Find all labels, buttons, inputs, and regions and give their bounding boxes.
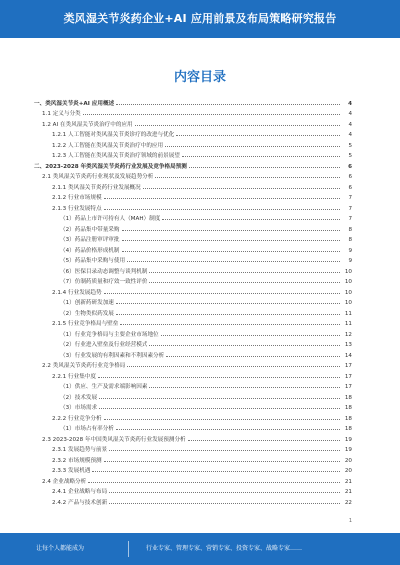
toc-entry[interactable]: [34, 411, 352, 422]
toc-entry-page: 17: [344, 384, 352, 390]
toc-leader-dots: [162, 219, 340, 220]
toc-entry-label: 1.2 AI 在类风湿关节炎治疗中的应用: [42, 121, 133, 128]
toc-entry-label: 2.1.5 行业竞争格局与壁垒: [52, 321, 119, 327]
toc-leader-dots: [188, 440, 340, 441]
toc-entry-label: 2.2 类风湿关节炎药行业竞争格局: [42, 363, 126, 369]
toc-leader-dots: [155, 177, 340, 178]
toc-entry-label: 2.4.2 产品与技术创新: [52, 499, 108, 506]
toc-entry-page: 17: [344, 373, 352, 380]
toc-entry[interactable]: [34, 474, 352, 485]
toc-entry-label: （1）创新药研发加速: [60, 300, 114, 306]
toc-entry[interactable]: [34, 117, 352, 128]
toc-entry[interactable]: [34, 380, 352, 391]
table-of-contents: [34, 96, 352, 506]
toc-entry-label: 2.1 类风湿关节炎药行业现状及发展趋势分析: [42, 174, 154, 180]
toc-entry[interactable]: [34, 254, 352, 265]
toc-entry[interactable]: [34, 191, 352, 202]
toc-entry[interactable]: [34, 201, 352, 212]
toc-entry-label: 2.3.2 市场规模预测: [52, 457, 102, 464]
toc-leader-dots: [122, 230, 341, 231]
toc-entry-label: 2.3.3 发展机遇: [52, 468, 91, 474]
toc-entry-page: 9: [348, 247, 352, 254]
toc-entry[interactable]: [34, 348, 352, 359]
toc-leader-dots: [149, 345, 340, 346]
toc-entry[interactable]: [34, 327, 352, 338]
toc-entry-label: （2）药品集中带量采购: [60, 226, 120, 233]
toc-leader-dots: [149, 272, 340, 273]
toc-leader-dots: [109, 450, 340, 451]
page-number: 1: [348, 518, 352, 524]
toc-entry-label: （6）医保目录动态调整与谈判机制: [60, 268, 148, 275]
toc-entry[interactable]: [34, 296, 352, 307]
toc-leader-dots: [122, 251, 341, 252]
toc-leader-dots: [149, 282, 340, 283]
toc-leader-dots: [104, 419, 340, 420]
toc-leader-dots: [176, 135, 340, 136]
toc-entry-label: （4）药品价格形成机制: [60, 247, 120, 254]
toc-entry[interactable]: [34, 107, 352, 118]
toc-leader-dots: [161, 335, 340, 336]
toc-entry-page: 13: [344, 342, 352, 348]
toc-entry[interactable]: [34, 401, 352, 412]
footer-roles: 行业专家、管理专家、营销专家、投资专家、战略专家……: [146, 545, 303, 552]
toc-entry-page: 7: [348, 195, 352, 201]
toc-leader-dots: [104, 209, 340, 210]
toc-entry-page: 19: [344, 436, 352, 443]
toc-entry[interactable]: [34, 285, 352, 296]
toc-leader-dots: [98, 377, 340, 378]
toc-entry-page: 18: [344, 415, 352, 422]
toc-leader-dots: [116, 104, 340, 105]
toc-entry-page: 22: [344, 499, 352, 506]
toc-leader-dots: [166, 356, 340, 357]
toc-leader-dots: [182, 156, 340, 157]
toc-leader-dots: [99, 408, 340, 409]
toc-leader-dots: [116, 303, 340, 304]
toc-entry[interactable]: [34, 306, 352, 317]
toc-leader-dots: [127, 366, 340, 367]
toc-entry-label: 1.2.1 人工智能对类风湿关节炎诊疗的改进与优化: [52, 132, 175, 138]
toc-entry-label: （1）药品上市许可持有人（MAH）制度: [60, 216, 161, 222]
toc-entry[interactable]: [34, 443, 352, 454]
toc-leader-dots: [116, 429, 340, 430]
toc-entry-label: （1）供应、生产及需求端影响因素: [60, 384, 148, 390]
toc-entry-label: （7）仿制药质量和疗效一致性评价: [60, 279, 148, 285]
toc-entry[interactable]: [34, 359, 352, 370]
toc-entry[interactable]: [34, 222, 352, 233]
report-header: [0, 0, 400, 38]
toc-entry-label: 2.4 企业战略分析: [42, 478, 87, 485]
toc-entry-label: 2.4.1 企业战略与布局: [52, 489, 108, 495]
toc-entry-page: 17: [344, 363, 352, 369]
toc-entry-label: （1）市场占有率分析: [60, 426, 114, 432]
toc-entry[interactable]: [34, 453, 352, 464]
toc-entry[interactable]: [34, 338, 352, 349]
toc-leader-dots: [92, 471, 340, 472]
toc-entry-page: 4: [348, 132, 352, 138]
toc-entry-page: 4: [348, 100, 352, 107]
footer-bar: [0, 533, 400, 565]
toc-entry-page: 6: [348, 174, 352, 180]
toc-entry-label: 2.3 2023-2028 年中国类风湿关节炎药行业发展预测分析: [42, 436, 186, 443]
toc-entry-label: （2）行业进入壁垒及行业经营模式: [60, 342, 148, 348]
toc-entry-page: 21: [344, 478, 352, 485]
toc-entry[interactable]: [34, 432, 352, 443]
toc-entry-label: 1.2.3 人工智能在类风湿关节炎治疗领域的前景展望: [52, 153, 180, 159]
toc-entry-label: 2.1.4 行业发展趋势: [52, 289, 102, 296]
toc-leader-dots: [165, 146, 340, 147]
toc-entry[interactable]: [34, 159, 352, 170]
toc-entry-label: 2.1.3 行业发展特点: [52, 205, 102, 212]
toc-entry-label: （2）生物类似药发展: [60, 310, 114, 317]
toc-entry-label: （5）药品集中采购与使用: [60, 258, 126, 264]
toc-entry-page: 21: [344, 489, 352, 495]
toc-entry-label: 2.1.2 行业市场规模: [52, 195, 102, 201]
toc-entry-page: 9: [348, 258, 352, 264]
toc-entry[interactable]: [34, 149, 352, 160]
toc-leader-dots: [143, 188, 340, 189]
report-title: 类风湿关节炎药企业+AI 应用前景及布局策略研究报告: [63, 12, 337, 25]
toc-leader-dots: [88, 482, 340, 483]
toc-entry-label: （3）行业发展的有利因素和不利因素分析: [60, 352, 165, 359]
toc-entry-page: 6: [348, 163, 352, 170]
toc-entry-label: 2.2.2 行业竞争分析: [52, 415, 102, 422]
toc-entry[interactable]: [34, 138, 352, 149]
toc-entry-page: 4: [348, 111, 352, 117]
toc-entry-page: 10: [344, 279, 352, 285]
toc-leader-dots: [189, 167, 340, 168]
toc-entry-label: 1.2.2 人工智能在类风湿关节炎治疗中的应用: [52, 142, 164, 149]
toc-entry-page: 19: [344, 447, 352, 453]
toc-heading: 内容目录: [173, 70, 226, 85]
toc-entry-page: 14: [344, 352, 352, 359]
toc-entry[interactable]: [34, 390, 352, 401]
toc-entry[interactable]: [34, 212, 352, 223]
toc-entry[interactable]: [34, 317, 352, 328]
toc-entry[interactable]: [34, 128, 352, 139]
toc-entry-page: 11: [344, 321, 352, 327]
toc-entry-label: 一、类风湿关节炎+AI 应用概述: [34, 100, 115, 107]
toc-entry-page: 11: [344, 310, 352, 317]
toc-entry-page: 10: [344, 289, 352, 296]
toc-entry-page: 10: [344, 300, 352, 306]
toc-entry[interactable]: [34, 422, 352, 433]
toc-leader-dots: [149, 387, 340, 388]
toc-entry[interactable]: [34, 180, 352, 191]
toc-entry[interactable]: [34, 243, 352, 254]
toc-entry-page: 20: [344, 468, 352, 474]
toc-entry-page: 18: [344, 426, 352, 432]
toc-entry-page: 18: [344, 394, 352, 401]
toc-entry[interactable]: [34, 464, 352, 475]
toc-entry-page: 10: [344, 268, 352, 275]
toc-leader-dots: [135, 125, 340, 126]
toc-entry-page: 8: [348, 226, 352, 233]
toc-entry-page: 7: [348, 205, 352, 212]
toc-entry-label: （3）药品注册审评审批: [60, 237, 120, 243]
toc-entry[interactable]: [34, 275, 352, 286]
toc-entry-label: （3）市场需求: [60, 405, 98, 411]
toc-entry[interactable]: [34, 485, 352, 496]
toc-leader-dots: [104, 461, 340, 462]
toc-entry-label: 2.1.1 类风湿关节炎药行业发展概况: [52, 184, 141, 191]
toc-entry-page: 6: [348, 184, 352, 191]
toc-leader-dots: [83, 114, 340, 115]
toc-entry-label: （1）行业竞争格局与主要企业市场地位: [60, 331, 159, 338]
toc-entry-page: 5: [348, 142, 352, 149]
toc-entry-label: 二、2023-2028 年类风湿关节炎药行业发展及竞争格局预测: [34, 163, 187, 170]
toc-entry-page: 5: [348, 153, 352, 159]
toc-entry-label: 2.2.1 行业集中度: [52, 373, 96, 380]
toc-entry-page: 7: [348, 216, 352, 222]
toc-leader-dots: [99, 398, 340, 399]
toc-entry[interactable]: [34, 264, 352, 275]
toc-entry[interactable]: [34, 369, 352, 380]
toc-entry-page: 18: [344, 405, 352, 411]
toc-entry-label: （2）技术发展: [60, 394, 98, 401]
toc-leader-dots: [122, 240, 341, 241]
toc-entry[interactable]: [34, 233, 352, 244]
toc-leader-dots: [109, 503, 340, 504]
toc-entry-label: 1.1 定义与分类: [42, 111, 81, 117]
toc-leader-dots: [104, 198, 340, 199]
toc-entry[interactable]: [34, 96, 352, 107]
toc-leader-dots: [109, 492, 340, 493]
toc-entry-page: 4: [348, 121, 352, 128]
footer-divider: [128, 541, 129, 557]
toc-entry-page: 8: [348, 237, 352, 243]
toc-entry[interactable]: [34, 495, 352, 506]
toc-entry-page: 20: [344, 457, 352, 464]
toc-leader-dots: [104, 293, 340, 294]
toc-leader-dots: [120, 324, 340, 325]
toc-entry-page: 12: [344, 331, 352, 338]
toc-leader-dots: [116, 314, 340, 315]
footer-slogan: 让每个人都能成为: [36, 545, 85, 552]
toc-entry-label: 2.3.1 发展趋势与前景: [52, 447, 108, 453]
toc-leader-dots: [127, 261, 340, 262]
toc-entry[interactable]: [34, 170, 352, 181]
